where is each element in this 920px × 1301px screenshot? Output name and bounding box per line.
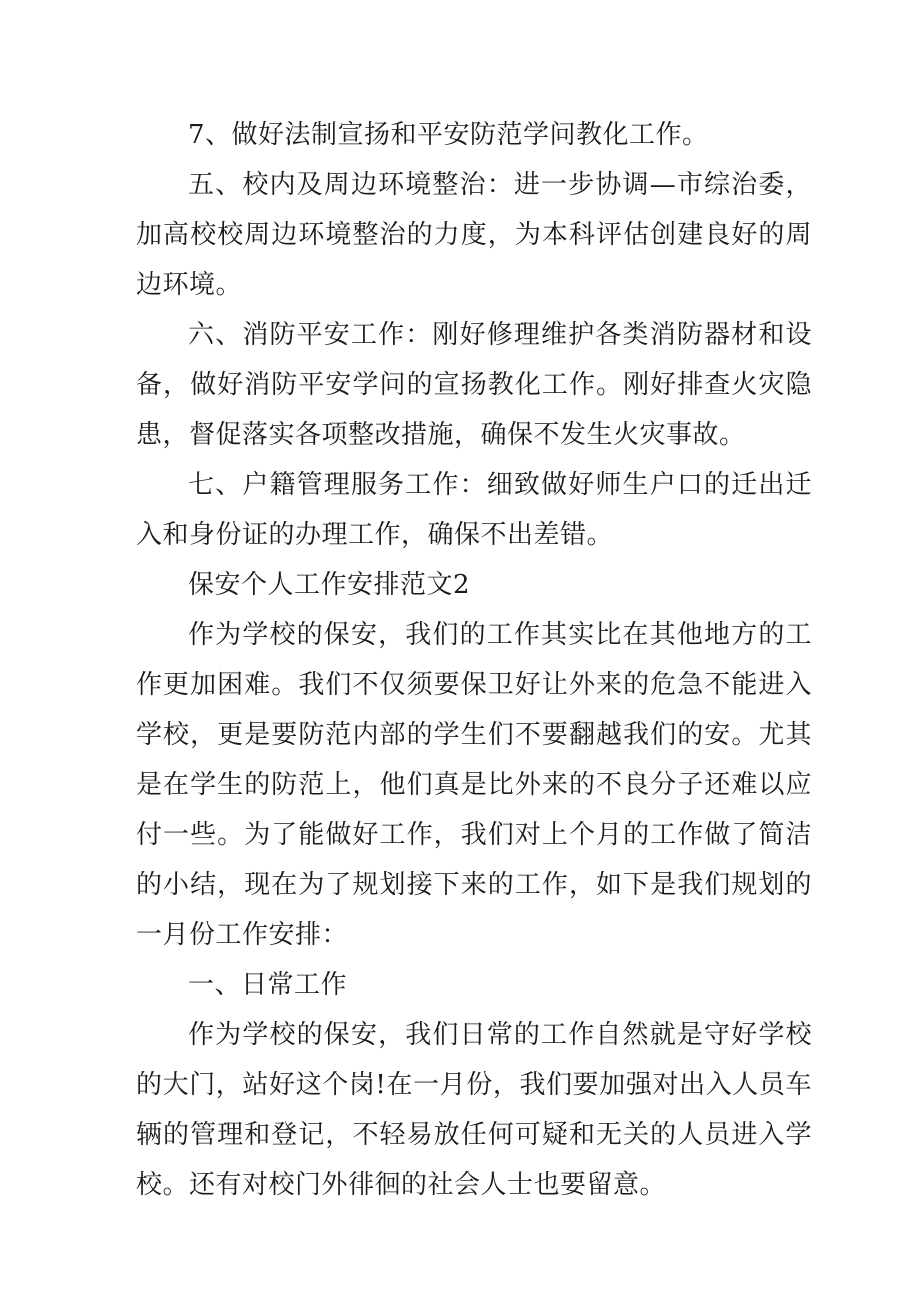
section-heading-sample-2: 保安个人工作安排范文2 <box>188 570 471 600</box>
paragraph-fire-safety: 六、消防平安工作：刚好修理维护各类消防器材和设备，做好消防平安学问的宣扬教化工作。刚好排查火灾隐患，督促落实各项整改措施，确保不发生火灾事故。 <box>136 320 812 450</box>
paragraph-item-7-publicity: 7、做好法制宣扬和平安防范学问教化工作。 <box>188 120 709 150</box>
paragraph-introduction: 作为学校的保安，我们的工作其实比在其他地方的工作更加困难。我们不仅须要保卫好让外来的危急不能进入学校，更是要防范内部的学生们不要翻越我们的安。尤其是在学生的防范上，他们真是比外来的不良分子还难以应付一些。为了能做好工作，我们对上个月的工作做了简洁的小结，现在为了规划接下来的工作，如下是我们规划的一月份工作安排： <box>136 620 812 950</box>
paragraph-household-registration: 七、户籍管理服务工作：细致做好师生户口的迁出迁入和身份证的办理工作，确保不出差错。 <box>136 470 812 550</box>
subheading-daily-work: 一、日常工作 <box>188 970 348 1000</box>
paragraph-daily-work: 作为学校的保安，我们日常的工作自然就是守好学校的大门，站好这个岗!在一月份，我们要加强对出入人员车辆的管理和登记，不轻易放任何可疑和无关的人员进入学校。还有对校门外徘徊的社会人士也要留意。 <box>136 1020 812 1200</box>
paragraph-campus-environment: 五、校内及周边环境整治：进一步协调—市综治委，加高校校周边环境整治的力度，为本科评估创建良好的周边环境。 <box>136 170 812 300</box>
